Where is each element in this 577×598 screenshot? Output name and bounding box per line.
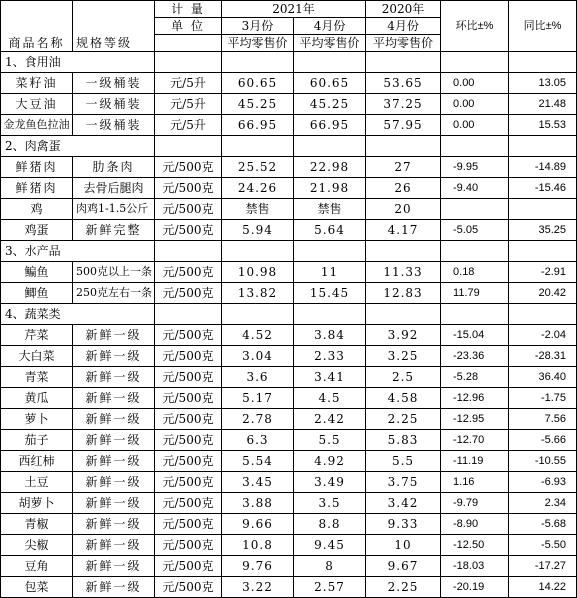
cell-spec: 新鲜一级 (73, 409, 155, 430)
cell-name: 尖椒 (1, 535, 73, 556)
cell-apr: 11 (294, 262, 366, 283)
cell-mom: -5.28 (441, 367, 509, 388)
cell-mar: 5.17 (222, 388, 294, 409)
blank-cell (441, 136, 509, 157)
blank-cell (366, 136, 441, 157)
cell-yoy: 36.40 (509, 367, 577, 388)
blank-cell (441, 304, 509, 325)
cell-yoy: -5.68 (509, 514, 577, 535)
cell-unit: 元/500克 (155, 199, 222, 220)
cell-apr: 3.41 (294, 367, 366, 388)
cell-mom: 0.18 (441, 262, 509, 283)
section-label-aquatic: 3、水产品 (1, 241, 155, 262)
cell-yoy: -1.75 (509, 388, 577, 409)
cell-spec: 肉鸡1-1.5公斤 (73, 199, 155, 220)
header-avg-price-1: 平均零售价 (222, 35, 294, 52)
table-row (1, 367, 577, 388)
header-unit-bottom: 单 位 (155, 18, 222, 35)
table-row (1, 535, 577, 556)
table-row (1, 493, 577, 514)
header-mom: 环比±% (441, 1, 509, 52)
section-label-edible-oil: 1、食用油 (1, 52, 155, 73)
cell-spec: 新鲜一级 (73, 430, 155, 451)
cell-yoy: -2.91 (509, 262, 577, 283)
cell-apr: 60.65 (294, 73, 366, 94)
cell-unit: 元/500克 (155, 451, 222, 472)
cell-mar: 3.6 (222, 367, 294, 388)
cell-spec: 一级桶装 (73, 115, 155, 136)
cell-mar: 66.95 (222, 115, 294, 136)
cell-apr: 2.57 (294, 577, 366, 598)
cell-name: 鸡 (1, 199, 73, 220)
cell-mar: 25.52 (222, 157, 294, 178)
blank-cell (155, 52, 222, 73)
cell-mom: -9.95 (441, 157, 509, 178)
cell-apr: 3.84 (294, 325, 366, 346)
cell-unit: 元/500克 (155, 346, 222, 367)
table-row (1, 514, 577, 535)
cell-name: 土豆 (1, 472, 73, 493)
cell-unit: 元/500克 (155, 493, 222, 514)
blank-cell (509, 304, 577, 325)
cell-yoy: 15.53 (509, 115, 577, 136)
cell-unit: 元/500克 (155, 556, 222, 577)
cell-spec: 新鲜一级 (73, 577, 155, 598)
cell-apr20: 57.95 (366, 115, 441, 136)
cell-spec: 500克以上一条 (73, 262, 155, 283)
table-row (1, 472, 577, 493)
cell-name: 胡萝卜 (1, 493, 73, 514)
cell-name: 鲫鱼 (1, 283, 73, 304)
blank-cell (441, 52, 509, 73)
table-row (1, 178, 577, 199)
cell-yoy: 2.34 (509, 493, 577, 514)
cell-apr: 5.5 (294, 430, 366, 451)
cell-yoy: 13.05 (509, 73, 577, 94)
table-row (1, 388, 577, 409)
cell-name: 青菜 (1, 367, 73, 388)
cell-apr20: 3.25 (366, 346, 441, 367)
section-row (1, 52, 577, 73)
cell-mom: -12.96 (441, 388, 509, 409)
cell-spec: 新鲜一级 (73, 325, 155, 346)
cell-mom: -12.70 (441, 430, 509, 451)
blank-cell (294, 52, 366, 73)
section-row (1, 241, 577, 262)
section-label-meat-egg: 2、肉禽蛋 (1, 136, 155, 157)
cell-yoy: -14.89 (509, 157, 577, 178)
cell-yoy: 21.48 (509, 94, 577, 115)
cell-name: 金龙鱼色拉油 (1, 115, 73, 136)
table-row (1, 94, 577, 115)
cell-name: 菜籽油 (1, 73, 73, 94)
cell-unit: 元/5升 (155, 73, 222, 94)
cell-spec: 一级桶装 (73, 73, 155, 94)
cell-apr: 22.98 (294, 157, 366, 178)
cell-apr: 3.5 (294, 493, 366, 514)
cell-mom: 0.00 (441, 73, 509, 94)
cell-mom: 1.16 (441, 472, 509, 493)
cell-unit: 元/500克 (155, 283, 222, 304)
cell-mom: -23.36 (441, 346, 509, 367)
cell-yoy: -28.31 (509, 346, 577, 367)
cell-unit: 元/500克 (155, 262, 222, 283)
cell-yoy: -5.50 (509, 535, 577, 556)
cell-unit: 元/500克 (155, 220, 222, 241)
cell-apr20: 11.33 (366, 262, 441, 283)
cell-unit: 元/500克 (155, 535, 222, 556)
cell-name: 西红柿 (1, 451, 73, 472)
cell-apr: 4.5 (294, 388, 366, 409)
cell-mar: 6.3 (222, 430, 294, 451)
cell-name: 萝卜 (1, 409, 73, 430)
table-row (1, 346, 577, 367)
cell-mom: -5.05 (441, 220, 509, 241)
blank-cell (366, 304, 441, 325)
table-row (1, 430, 577, 451)
table-row (1, 451, 577, 472)
header-month-apr-2021: 4月份 (294, 18, 366, 35)
cell-mar: 45.25 (222, 94, 294, 115)
cell-yoy: 14.22 (509, 577, 577, 598)
cell-yoy: -2.04 (509, 325, 577, 346)
cell-name: 茄子 (1, 430, 73, 451)
header-avg-price-2: 平均零售价 (294, 35, 366, 52)
cell-apr20: 20 (366, 199, 441, 220)
cell-mom: -8.90 (441, 514, 509, 535)
cell-name: 黄瓜 (1, 388, 73, 409)
table-row (1, 283, 577, 304)
cell-yoy: -15.46 (509, 178, 577, 199)
blank-cell (509, 52, 577, 73)
cell-name: 鳊鱼 (1, 262, 73, 283)
cell-spec: 去骨后腿肉 (73, 178, 155, 199)
header-product-name: 商品名称 (1, 35, 73, 52)
cell-mom (441, 199, 509, 220)
cell-mom: -12.95 (441, 409, 509, 430)
cell-spec: 新鲜一级 (73, 535, 155, 556)
blank-cell (441, 241, 509, 262)
cell-unit: 元/500克 (155, 388, 222, 409)
cell-mom: 0.00 (441, 94, 509, 115)
cell-mar: 13.82 (222, 283, 294, 304)
cell-unit: 元/500克 (155, 472, 222, 493)
cell-mar: 9.76 (222, 556, 294, 577)
table-row (1, 325, 577, 346)
cell-spec: 肋条肉 (73, 157, 155, 178)
blank-cell (294, 241, 366, 262)
cell-apr: 2.33 (294, 346, 366, 367)
cell-apr: 5.64 (294, 220, 366, 241)
cell-yoy (509, 199, 577, 220)
cell-mar: 10.98 (222, 262, 294, 283)
cell-apr20: 10 (366, 535, 441, 556)
section-label-vegetables: 4、蔬菜类 (1, 304, 155, 325)
cell-unit: 元/5升 (155, 115, 222, 136)
cell-spec: 一级桶装 (73, 94, 155, 115)
table-row (1, 577, 577, 598)
cell-mom: -20.19 (441, 577, 509, 598)
table-row (1, 262, 577, 283)
header-year-2021: 2021年 (222, 1, 366, 18)
cell-apr20: 3.75 (366, 472, 441, 493)
cell-apr20: 9.33 (366, 514, 441, 535)
cell-mar: 60.65 (222, 73, 294, 94)
cell-unit: 元/500克 (155, 514, 222, 535)
blank-cell (155, 241, 222, 262)
header-row-1 (1, 1, 577, 18)
cell-apr20: 4.17 (366, 220, 441, 241)
table-row (1, 220, 577, 241)
cell-mar: 3.04 (222, 346, 294, 367)
cell-apr20: 5.5 (366, 451, 441, 472)
cell-spec: 新鲜一级 (73, 451, 155, 472)
header-year-2020: 2020年 (366, 1, 441, 18)
cell-spec: 新鲜一级 (73, 514, 155, 535)
cell-unit: 元/500克 (155, 430, 222, 451)
cell-mom: -12.50 (441, 535, 509, 556)
cell-apr20: 26 (366, 178, 441, 199)
cell-unit: 元/500克 (155, 178, 222, 199)
cell-apr: 2.42 (294, 409, 366, 430)
header-month-apr-2020: 4月份 (366, 18, 441, 35)
cell-mar: 3.45 (222, 472, 294, 493)
table-row (1, 157, 577, 178)
header-blank-spec (73, 1, 155, 18)
cell-mar: 5.94 (222, 220, 294, 241)
cell-mar: 3.22 (222, 577, 294, 598)
cell-apr20: 12.83 (366, 283, 441, 304)
cell-mar: 4.52 (222, 325, 294, 346)
cell-apr: 4.92 (294, 451, 366, 472)
cell-mar: 24.26 (222, 178, 294, 199)
cell-apr20: 27 (366, 157, 441, 178)
cell-apr20: 3.92 (366, 325, 441, 346)
section-row (1, 136, 577, 157)
cell-mar: 9.66 (222, 514, 294, 535)
header-blank-name (1, 1, 73, 18)
cell-spec: 新鲜一级 (73, 556, 155, 577)
cell-apr20: 4.58 (366, 388, 441, 409)
header-blank-name-2 (1, 18, 73, 35)
cell-yoy: 20.42 (509, 283, 577, 304)
cell-yoy: 7.56 (509, 409, 577, 430)
blank-cell (222, 136, 294, 157)
blank-cell (294, 304, 366, 325)
cell-name: 包菜 (1, 577, 73, 598)
blank-cell (155, 136, 222, 157)
cell-spec: 新鲜一级 (73, 493, 155, 514)
blank-cell (155, 304, 222, 325)
cell-mar: 3.88 (222, 493, 294, 514)
cell-apr: 8 (294, 556, 366, 577)
cell-name: 大白菜 (1, 346, 73, 367)
cell-unit: 元/500克 (155, 157, 222, 178)
cell-name: 鲜猪肉 (1, 178, 73, 199)
header-yoy: 同比±% (509, 1, 577, 52)
cell-apr: 8.8 (294, 514, 366, 535)
cell-unit: 元/5升 (155, 94, 222, 115)
header-blank-unit (155, 35, 222, 52)
header-avg-price-3: 平均零售价 (366, 35, 441, 52)
cell-unit: 元/500克 (155, 409, 222, 430)
blank-cell (509, 136, 577, 157)
cell-mom: 0.00 (441, 115, 509, 136)
cell-apr: 3.49 (294, 472, 366, 493)
cell-spec: 新鲜一级 (73, 472, 155, 493)
cell-apr: 禁售 (294, 199, 366, 220)
cell-apr20: 37.25 (366, 94, 441, 115)
cell-name: 大豆油 (1, 94, 73, 115)
blank-cell (366, 52, 441, 73)
cell-name: 豆角 (1, 556, 73, 577)
cell-unit: 元/500克 (155, 367, 222, 388)
cell-mom: -9.79 (441, 493, 509, 514)
cell-apr20: 2.25 (366, 577, 441, 598)
header-blank-spec-2 (73, 18, 155, 35)
cell-mom: -15.04 (441, 325, 509, 346)
header-unit-top: 计 量 (155, 1, 222, 18)
cell-yoy: 35.25 (509, 220, 577, 241)
cell-spec: 新鲜一级 (73, 388, 155, 409)
cell-apr20: 2.25 (366, 409, 441, 430)
cell-apr: 45.25 (294, 94, 366, 115)
header-month-mar: 3月份 (222, 18, 294, 35)
cell-mar: 2.78 (222, 409, 294, 430)
table-row (1, 73, 577, 94)
cell-mom: -11.19 (441, 451, 509, 472)
table-row (1, 556, 577, 577)
cell-yoy: -10.55 (509, 451, 577, 472)
cell-apr: 9.45 (294, 535, 366, 556)
cell-unit: 元/500克 (155, 577, 222, 598)
cell-spec: 新鲜一级 (73, 346, 155, 367)
cell-spec: 250克左右一条 (73, 283, 155, 304)
cell-mar: 10.8 (222, 535, 294, 556)
header-spec-grade: 规格等级 (73, 35, 155, 52)
cell-yoy: -17.27 (509, 556, 577, 577)
blank-cell (222, 304, 294, 325)
cell-mom: -9.40 (441, 178, 509, 199)
cell-name: 鸡蛋 (1, 220, 73, 241)
cell-unit: 元/500克 (155, 325, 222, 346)
cell-spec: 新鲜完整 (73, 220, 155, 241)
cell-apr: 66.95 (294, 115, 366, 136)
blank-cell (222, 52, 294, 73)
table-row (1, 409, 577, 430)
blank-cell (294, 136, 366, 157)
cell-apr20: 3.42 (366, 493, 441, 514)
cell-mar: 5.54 (222, 451, 294, 472)
cell-yoy: -5.66 (509, 430, 577, 451)
cell-apr20: 2.5 (366, 367, 441, 388)
cell-mom: 11.79 (441, 283, 509, 304)
cell-mar: 禁售 (222, 199, 294, 220)
blank-cell (222, 241, 294, 262)
cell-name: 鲜猪肉 (1, 157, 73, 178)
cell-yoy: -6.93 (509, 472, 577, 493)
cell-apr: 15.45 (294, 283, 366, 304)
cell-spec: 新鲜一级 (73, 367, 155, 388)
cell-apr20: 53.65 (366, 73, 441, 94)
cell-apr: 21.98 (294, 178, 366, 199)
cell-apr20: 5.83 (366, 430, 441, 451)
table-row (1, 199, 577, 220)
cell-mom: -18.03 (441, 556, 509, 577)
cell-apr20: 9.67 (366, 556, 441, 577)
section-row (1, 304, 577, 325)
cell-name: 青椒 (1, 514, 73, 535)
table-row (1, 115, 577, 136)
blank-cell (509, 241, 577, 262)
cell-name: 芹菜 (1, 325, 73, 346)
blank-cell (366, 241, 441, 262)
